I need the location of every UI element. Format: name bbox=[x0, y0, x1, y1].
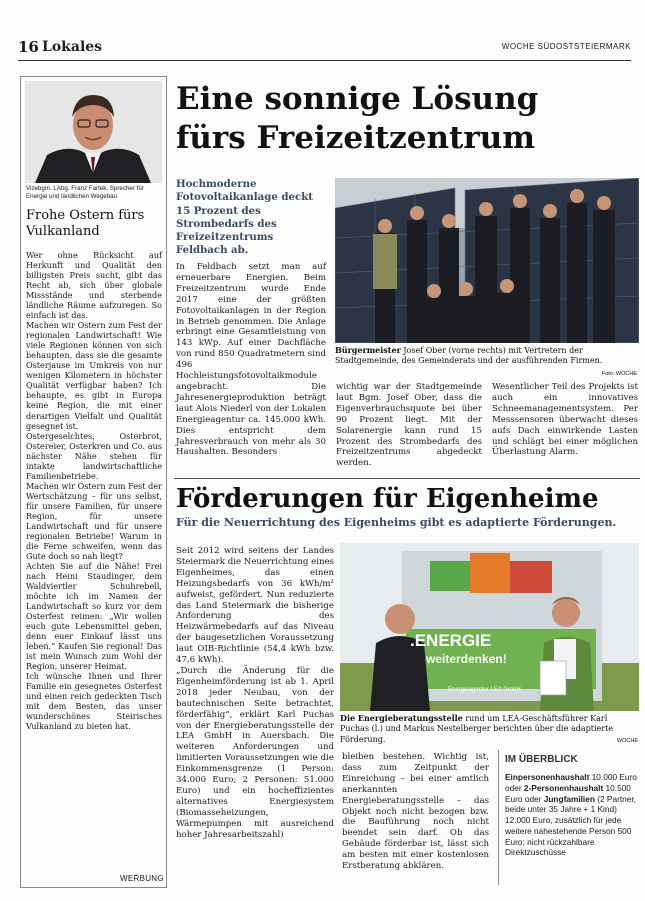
caption-lead: Die Energieberatungsstelle bbox=[340, 713, 463, 723]
column-paragraph: Wer ohne Rücksicht auf Herkunft und Qualität den billigsten Preis sucht, gibt das Recht ab, sich über globale Missstände und sterbende ländliche Räume aufzuregen. So einfach ist das. bbox=[26, 250, 162, 321]
page-number: 16 bbox=[18, 38, 39, 56]
article2-photo bbox=[340, 543, 639, 711]
article1-photo bbox=[335, 178, 639, 343]
section-divider bbox=[174, 478, 640, 479]
column-paragraph: Machen wir Ostern zum Fest der Wertschätzung – für uns selbst, für unsere Familien, für unsere Region, für unsere Landwirtschaft und für unsere regionalen Betriebe! Warum in die Ferne schweifen, wenn das Gute doch so nah liegt? bbox=[26, 480, 162, 561]
column-title: Frohe Ostern fürs Vulkanland bbox=[26, 208, 145, 239]
ad-label: WERBUNG bbox=[120, 874, 164, 883]
caption-text: rund um LEA-Geschäftsführer Karl Puchas (l.) und Markus Nestelberger berichten über die adaptierte Förderung. bbox=[340, 714, 614, 744]
overview-value: 10.500 Euro oder bbox=[505, 782, 631, 804]
article2-col1 bbox=[176, 546, 334, 840]
header-rule bbox=[18, 60, 631, 61]
energy-advisors-photo bbox=[340, 543, 639, 711]
column-paragraph: Ostergeselchtes, Osterbrot, Ostereier, Osterkren und Co. aus nächster Nähe stehen für intakte landwirtschaftliche Familienbetriebe. bbox=[26, 430, 162, 481]
caption-text: Josef Ober (vorne rechts) mit Vertretern der Stadtgemeinde, des Gemeinderats und der ausführenden Firmen. bbox=[335, 346, 603, 366]
overview-box bbox=[498, 750, 638, 885]
sign-energie: .ENERGIE bbox=[410, 631, 492, 650]
author-caption: Vizebgm. LAbg. Franz Fartek, Sprecher für Energie und ländlichen Wegebau bbox=[26, 185, 144, 201]
overview-label: Einpersonenhaushalt bbox=[505, 772, 590, 782]
column-paragraph: Achten Sie auf die Nähe! Frei nach Heini Staudinger, dem Waldviertler Schuhrebell, möchte ich im Namen der Landwirtschaft so kurz vor dem Osterfest reimen: „Wir wollen euch gute Lebensmittel geben, denn euer Einkauf lässt uns leben.“ Kaufen Sie regional! Das ist mein Wunsch zum Wohl der Region, unserer Heimat. bbox=[26, 560, 162, 672]
article1-headline: Eine sonnige Lösung fürs Freizeitzentrum bbox=[176, 81, 539, 156]
article1-col3: Wesentlicher Teil des Projekts ist auch ein innovatives Schneemanagementsystem. Per Messsensoren überwacht dieses aufs Dach einwirkende Lasten und schlägt bei einer möglichen Überlastung Alarm. bbox=[492, 382, 638, 458]
overview-text bbox=[505, 772, 639, 858]
portrait-image bbox=[25, 81, 162, 183]
article2-paragraph: „Durch die Änderung für die Eigenheimförderung ist ab 1. April 2018 jeder Neubau, von der bautechnischen Seite betrachtet, förderfähig“, erklärt Karl Puchas von der Energieberatungsstelle der LEA GmbH in Auersbach. Die weiteren Anforderungen und limitierten Voraussetzungen wie die Einkommensgrenze (1 Person: 34.000 Euro; 2 Personen: 51.000 Euro) und ein hocheffizientes alternatives Energiesystem (Biomasseheizungen, Wärmepumpen mit ausreichend hoher Jahresarbeitszahl) bbox=[176, 665, 334, 840]
section-title: Lokales bbox=[42, 39, 103, 55]
solar-roof-group-photo bbox=[335, 178, 639, 343]
overview-title: IM ÜBERBLICK bbox=[505, 754, 578, 765]
article2-paragraph: Seit 2012 wird seitens der Landes Steiermark die Neuerrichtung eines Eigenheimes, das einen Heizungsbedarfs von 36 kWh/m² aufweist, gefördert. Nun reduzierte das Land Steiermark die bisherige Anforderung des Heizwärmebedarfs auf das Niveau der baugesetzlichen Voraussetzung laut OIB-Richtlinie (54,4 kWh bzw. 47,6 kWh). bbox=[176, 546, 334, 666]
sign-weiterdenken: weiterdenken! bbox=[426, 652, 507, 666]
article1-caption bbox=[335, 345, 637, 378]
photo-credit: Foto: WOCHE bbox=[601, 370, 637, 377]
article1-col1: In Feldbach setzt man auf erneuerbare Energien. Beim Freizeitzentrum wurde Ende 2017 eine der größten Fotovoltaikanlagen in der Region in Betrieb genommen. Die Anlage erbringt eine Gesamtleistung von 143 kWp. Auf einer Dachfläche von rund 850 Quadratmetern sind 496 Hochleistungsfotovoltaikmodule angebracht. Die Jahresenergieproduktion beträgt laut Alois Niederl von der Lokalen Energieagentur ca. 145.000 kWh. Dies entspricht dem Jahresverbrauch von mehr als 30 Haushalten. Besonders bbox=[176, 262, 326, 458]
sign-company: Energieagentur LEA GmbH bbox=[448, 687, 521, 693]
article2-headline: Förderungen für Eigenheime bbox=[176, 484, 599, 514]
article1-subhead: Hochmoderne Fotovoltaikanlage deckt 15 Prozent des Strombedarfs des Freizeitzentrums Feldbach ab. bbox=[176, 178, 313, 257]
overview-label: 2-Personenhaushalt bbox=[523, 782, 604, 793]
column-paragraph: Ich wünsche Ihnen und Ihrer Familie ein gesegnetes Osterfest und einen reich gedeckten Tisch mit dem Besten, das unser wunderschönes Steirisches Vulkanland zu bieten hat. bbox=[26, 671, 162, 732]
column-body bbox=[26, 250, 162, 732]
page-header bbox=[18, 38, 631, 58]
overview-value: 10.000 Euro oder bbox=[505, 772, 637, 793]
overview-value: (2 Partner, beide unter 35 Jahre + 1 Kind) 12.000 Euro, zusätzlich für jede weitere nahestehende Person 500 Euro; nicht rückzahlbare Direktzuschüsse bbox=[505, 793, 636, 858]
article1-col2: wichtig war der Stadtgemeinde laut Bgm. Josef Ober, dass die Eigenverbrauchsquote bei über 90 Prozent liegt. Mit der Solarenergie kann rund 15 Prozent des Strombedarfs des Freizeitzentrums abgedeckt werden. bbox=[336, 382, 482, 469]
article2-subhead: Für die Neuerrichtung des Eigenheims gibt es adaptierte Förderungen. bbox=[176, 516, 617, 529]
photo-credit: WOCHE bbox=[616, 737, 638, 744]
caption-lead: Bürgermeister bbox=[335, 345, 401, 355]
article2-caption bbox=[340, 713, 638, 745]
column-paragraph: Machen wir Ostern zum Fest der regionalen Landwirtschaft! Wie viele Regionen können von sich behaupten, dass sie die gesamte Osterjause im Umkreis von nur wenigen Kilometern in höchster Qualität verfügbar haben? Ich behaupte, es gibt in Europa keine Region, die mit einer derartigen Vielfalt und Qualität gesegnet ist. bbox=[26, 320, 162, 431]
overview-label: Jungfamilien bbox=[543, 793, 595, 804]
publication-name: WOCHE SÜDOSTSTEIERMARK bbox=[501, 42, 631, 51]
author-photo bbox=[25, 81, 162, 183]
article2-col2: bleiben bestehen. Wichtig ist, dass zum Zeitpunkt der Einreichung – bei einer amtlich anerkannten Energieberatungsstelle – das Objekt noch nicht bezogen bzw. die Bauführung noch nicht beendet sein darf. Ob das Gebäude förderbar ist, lässt sich am besten mit einer kostenlosen Erstberatung abklären. bbox=[342, 752, 489, 872]
